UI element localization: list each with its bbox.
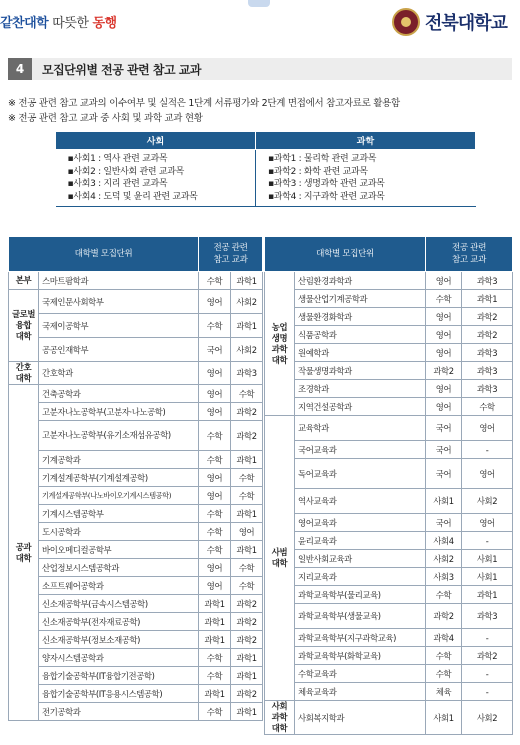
table-row: [9, 487, 263, 505]
dept-cell: 신소재공학부(정보소재공학): [39, 631, 199, 649]
dept-cell: 지역건설공학과: [295, 398, 426, 416]
dept-cell: 역사교육과: [295, 489, 426, 514]
dept-cell: 간호학과: [39, 362, 199, 385]
subject2-cell: 과학2: [231, 631, 263, 649]
subject2-cell: 과학2: [231, 613, 263, 631]
subject1-cell: 수학: [199, 451, 231, 469]
table-row: [9, 667, 263, 685]
table-row: [9, 577, 263, 595]
table-row: [9, 559, 263, 577]
table-row: [265, 290, 513, 308]
subject2-cell: 과학1: [231, 667, 263, 685]
subject2-cell: 수학: [462, 398, 513, 416]
dept-cell: 일반사회교육과: [295, 550, 426, 568]
dept-cell: 영어교육과: [295, 514, 426, 532]
subject2-cell: 수학: [231, 559, 263, 577]
subject1-cell: 과학1: [199, 685, 231, 703]
dept-cell: 과학교육학부(지구과학교육): [295, 629, 426, 647]
slogan-part1: 같찬대학: [0, 16, 49, 31]
dept-cell: 윤리교육과: [295, 532, 426, 550]
subject-table: [55, 131, 476, 207]
subject2-cell: 과학3: [462, 380, 513, 398]
table-row: [265, 514, 513, 532]
dept-cell: 건축공학과: [39, 385, 199, 403]
subject1-cell: 국어: [199, 338, 231, 362]
subject-header-social: 사회: [56, 132, 256, 150]
subject1-cell: 영어: [199, 559, 231, 577]
bookmark-tab: [248, 0, 270, 7]
table-header-unit: 대학별 모집단위: [9, 237, 199, 272]
subject2-cell: 영어: [462, 514, 513, 532]
subject2-cell: 사회2: [231, 290, 263, 314]
dept-cell: 산림환경과학과: [295, 272, 426, 290]
table-row: [9, 595, 263, 613]
subject2-cell: 사회1: [462, 568, 513, 586]
dept-cell: 소프트웨어공학과: [39, 577, 199, 595]
subject2-cell: 영어: [462, 416, 513, 441]
subject2-cell: 과학1: [231, 541, 263, 559]
table-row: [9, 613, 263, 631]
subject2-cell: 과학2: [462, 326, 513, 344]
science-item: ▪과학3 : 생명과학 관련 교과목: [268, 179, 385, 189]
table-row: [265, 629, 513, 647]
subject1-cell: 수학: [199, 541, 231, 559]
table-row: [265, 550, 513, 568]
table-row: [9, 541, 263, 559]
dept-cell: 지리교육과: [295, 568, 426, 586]
social-subjects: [56, 150, 256, 207]
subject2-cell: 과학1: [231, 703, 263, 721]
dept-cell: 독어교육과: [295, 459, 426, 489]
table-header-reference: 전공 관련 참고 교과: [199, 237, 263, 272]
subject1-cell: 수학: [199, 272, 231, 290]
subject1-cell: 사회1: [426, 489, 462, 514]
table-row: [9, 523, 263, 541]
science-item: ▪과학2 : 화학 관련 교과목: [268, 166, 368, 177]
dept-cell: 공공인재학부: [39, 338, 199, 362]
table-row: [265, 272, 513, 290]
subject1-cell: 사회3: [426, 568, 462, 586]
subject2-cell: 과학3: [231, 362, 263, 385]
subject1-cell: 영어: [199, 290, 231, 314]
dept-cell: 융합기술공학부(IT융합기전공학): [39, 667, 199, 685]
slogan: [0, 12, 117, 31]
subject2-cell: 사회1: [462, 550, 513, 568]
table-row: [9, 505, 263, 523]
subject1-cell: 국어: [426, 416, 462, 441]
table-row: [9, 338, 263, 362]
dept-cell: 국제인문사회학부: [39, 290, 199, 314]
table-row: [265, 701, 513, 735]
subject2-cell: 과학1: [231, 451, 263, 469]
subject2-cell: 과학2: [462, 308, 513, 326]
subject2-cell: -: [462, 665, 513, 683]
slogan-part3: 동행: [92, 16, 117, 31]
subject1-cell: 국어: [426, 441, 462, 459]
subject1-cell: 수학: [426, 290, 462, 308]
subject2-cell: 과학2: [231, 403, 263, 421]
dept-cell: 바이오메디컬공학부: [39, 541, 199, 559]
table-row: [9, 631, 263, 649]
subject2-cell: 과학1: [462, 586, 513, 604]
subject2-cell: 과학3: [462, 272, 513, 290]
dept-cell: 생물환경화학과: [295, 308, 426, 326]
college-cell: 글로벌 융합 대학: [9, 290, 39, 362]
subject1-cell: 과학2: [426, 604, 462, 629]
subject2-cell: 과학1: [231, 649, 263, 667]
table-row: [265, 326, 513, 344]
dept-cell: 원예학과: [295, 344, 426, 362]
subject1-cell: 과학1: [199, 631, 231, 649]
subject1-cell: 체육: [426, 683, 462, 701]
notes: [8, 96, 400, 126]
subject2-cell: 과학3: [462, 604, 513, 629]
dept-cell: 기계설계공학부(나노바이오기계시스템공학): [39, 487, 199, 505]
subject1-cell: 영어: [426, 326, 462, 344]
table-row: [265, 416, 513, 441]
dept-cell: 고분자나노공학부(고분자·나노공학): [39, 403, 199, 421]
table-row: [265, 683, 513, 701]
recruitment-table-right: [264, 236, 513, 735]
dept-cell: 교육학과: [295, 416, 426, 441]
subject1-cell: 사회1: [426, 701, 462, 735]
subject1-cell: 수학: [199, 523, 231, 541]
subject2-cell: 수학: [231, 469, 263, 487]
subject1-cell: 수학: [426, 665, 462, 683]
science-subjects: [256, 150, 476, 207]
subject1-cell: 영어: [199, 385, 231, 403]
subject1-cell: 영어: [426, 272, 462, 290]
subject1-cell: 수학: [199, 421, 231, 451]
table-row: [265, 647, 513, 665]
social-item: ▪사회4 : 도덕 및 윤리 관련 교과목: [67, 191, 198, 202]
subject1-cell: 수학: [199, 314, 231, 338]
slogan-part2: 따뜻한: [52, 16, 89, 31]
subject1-cell: 과학4: [426, 629, 462, 647]
subject2-cell: 과학2: [231, 685, 263, 703]
dept-cell: 고분자나노공학부(유기소재섬유공학): [39, 421, 199, 451]
table-row: [9, 685, 263, 703]
table-header-reference: 전공 관련 참고 교과: [426, 237, 513, 272]
subject2-cell: 과학3: [462, 362, 513, 380]
page-header: [0, 0, 520, 44]
table-row: [9, 403, 263, 421]
subject1-cell: 수학: [199, 505, 231, 523]
subject1-cell: 사회4: [426, 532, 462, 550]
subject2-cell: -: [462, 532, 513, 550]
subject2-cell: 과학1: [462, 290, 513, 308]
subject1-cell: 사회2: [426, 550, 462, 568]
subject1-cell: 국어: [426, 514, 462, 532]
table-row: [265, 362, 513, 380]
dept-cell: 조경학과: [295, 380, 426, 398]
university-logo: [392, 8, 507, 36]
subject1-cell: 영어: [199, 469, 231, 487]
subject2-cell: 과학3: [462, 344, 513, 362]
dept-cell: 신소재공학부(전자재료공학): [39, 613, 199, 631]
table-row: [9, 272, 263, 290]
subject1-cell: 수학: [426, 586, 462, 604]
note-1: ※ 전공 관련 참고 교과의 이수여부 및 실적은 1단계 서류평가와 2단계 면접에서 참고자료로 활용함: [8, 98, 400, 109]
table-row: [265, 398, 513, 416]
table-header-unit: 대학별 모집단위: [265, 237, 426, 272]
table-row: [265, 308, 513, 326]
subject2-cell: 과학1: [231, 272, 263, 290]
subject2-cell: 과학2: [231, 421, 263, 451]
university-name: 전북대학교: [425, 13, 507, 34]
social-item: ▪사회1 : 역사 관련 교과목: [67, 154, 168, 164]
science-item: ▪과학4 : 지구과학 관련 교과목: [268, 191, 385, 202]
university-emblem-icon: [392, 8, 420, 36]
dept-cell: 국제이공학부: [39, 314, 199, 338]
subject1-cell: 과학1: [199, 595, 231, 613]
dept-cell: 사회복지학과: [295, 701, 426, 735]
table-row: [9, 385, 263, 403]
recruitment-table-left: [8, 236, 263, 721]
table-row: [265, 380, 513, 398]
section-number: 4: [8, 58, 32, 80]
subject1-cell: 영어: [199, 577, 231, 595]
subject1-cell: 영어: [199, 362, 231, 385]
college-cell: 공과 대학: [9, 385, 39, 721]
table-row: [9, 451, 263, 469]
table-row: [265, 441, 513, 459]
dept-cell: 체육교육과: [295, 683, 426, 701]
subject2-cell: -: [462, 683, 513, 701]
table-row: [265, 604, 513, 629]
dept-cell: 전기공학과: [39, 703, 199, 721]
dept-cell: 기계공학과: [39, 451, 199, 469]
note-2: ※ 전공 관련 참고 교과 중 사회 및 과학 교과 현황: [8, 113, 203, 124]
college-cell: 사범 대학: [265, 416, 295, 701]
science-item: ▪과학1 : 물리학 관련 교과목: [268, 154, 377, 164]
dept-cell: 식품공학과: [295, 326, 426, 344]
dept-cell: 양자시스템공학과: [39, 649, 199, 667]
table-row: [9, 649, 263, 667]
section-heading: [8, 58, 512, 80]
table-row: [9, 362, 263, 385]
subject1-cell: 국어: [426, 459, 462, 489]
subject1-cell: 수학: [199, 667, 231, 685]
subject1-cell: 수학: [426, 647, 462, 665]
subject1-cell: 과학2: [426, 362, 462, 380]
subject2-cell: 수학: [231, 385, 263, 403]
subject1-cell: 수학: [199, 703, 231, 721]
dept-cell: 도시공학과: [39, 523, 199, 541]
subject1-cell: 영어: [426, 308, 462, 326]
subject2-cell: 사회2: [462, 701, 513, 735]
dept-cell: 융합기술공학부(IT응용시스템공학): [39, 685, 199, 703]
subject2-cell: 수학: [231, 487, 263, 505]
table-row: [9, 469, 263, 487]
social-item: ▪사회2 : 일반사회 관련 교과목: [67, 166, 185, 177]
dept-cell: 수학교육과: [295, 665, 426, 683]
section-title: 모집단위별 전공 관련 참고 교과: [42, 62, 201, 77]
college-cell: 농업 생명 과학 대학: [265, 272, 295, 416]
dept-cell: 과학교육학부(생물교육): [295, 604, 426, 629]
dept-cell: 산업정보시스템공학과: [39, 559, 199, 577]
table-row: [265, 459, 513, 489]
table-row: [9, 703, 263, 721]
subject2-cell: 수학: [231, 577, 263, 595]
college-cell: 간호 대학: [9, 362, 39, 385]
table-row: [9, 314, 263, 338]
table-row: [265, 532, 513, 550]
subject-header-science: 과학: [256, 132, 476, 150]
table-row: [9, 290, 263, 314]
subject2-cell: 영어: [462, 459, 513, 489]
dept-cell: 과학교육학부(화학교육): [295, 647, 426, 665]
subject2-cell: 과학1: [231, 314, 263, 338]
subject1-cell: 영어: [426, 380, 462, 398]
subject2-cell: 과학2: [231, 595, 263, 613]
social-item: ▪사회3 : 지리 관련 교과목: [67, 179, 168, 189]
subject2-cell: 과학1: [231, 505, 263, 523]
subject1-cell: 영어: [426, 344, 462, 362]
subject2-cell: 영어: [231, 523, 263, 541]
table-row: [265, 489, 513, 514]
subject1-cell: 수학: [199, 649, 231, 667]
dept-cell: 생물산업기계공학과: [295, 290, 426, 308]
table-row: [9, 421, 263, 451]
dept-cell: 신소재공학부(금속시스템공학): [39, 595, 199, 613]
dept-cell: 국어교육과: [295, 441, 426, 459]
dept-cell: 기계시스템공학부: [39, 505, 199, 523]
table-row: [265, 568, 513, 586]
subject1-cell: 영어: [199, 403, 231, 421]
subject2-cell: 사회2: [231, 338, 263, 362]
dept-cell: 과학교육학부(물리교육): [295, 586, 426, 604]
college-cell: 사회 과학 대학: [265, 701, 295, 735]
table-row: [265, 344, 513, 362]
dept-cell: 작물생명과학과: [295, 362, 426, 380]
subject2-cell: 사회2: [462, 489, 513, 514]
subject2-cell: 과학2: [462, 647, 513, 665]
table-row: [265, 665, 513, 683]
college-cell: 본부: [9, 272, 39, 290]
table-row: [265, 586, 513, 604]
dept-cell: 기계설계공학부(기계설계공학): [39, 469, 199, 487]
subject1-cell: 영어: [426, 398, 462, 416]
dept-cell: 스마트팜학과: [39, 272, 199, 290]
subject2-cell: -: [462, 629, 513, 647]
subject1-cell: 영어: [199, 487, 231, 505]
subject1-cell: 과학1: [199, 613, 231, 631]
subject2-cell: -: [462, 441, 513, 459]
